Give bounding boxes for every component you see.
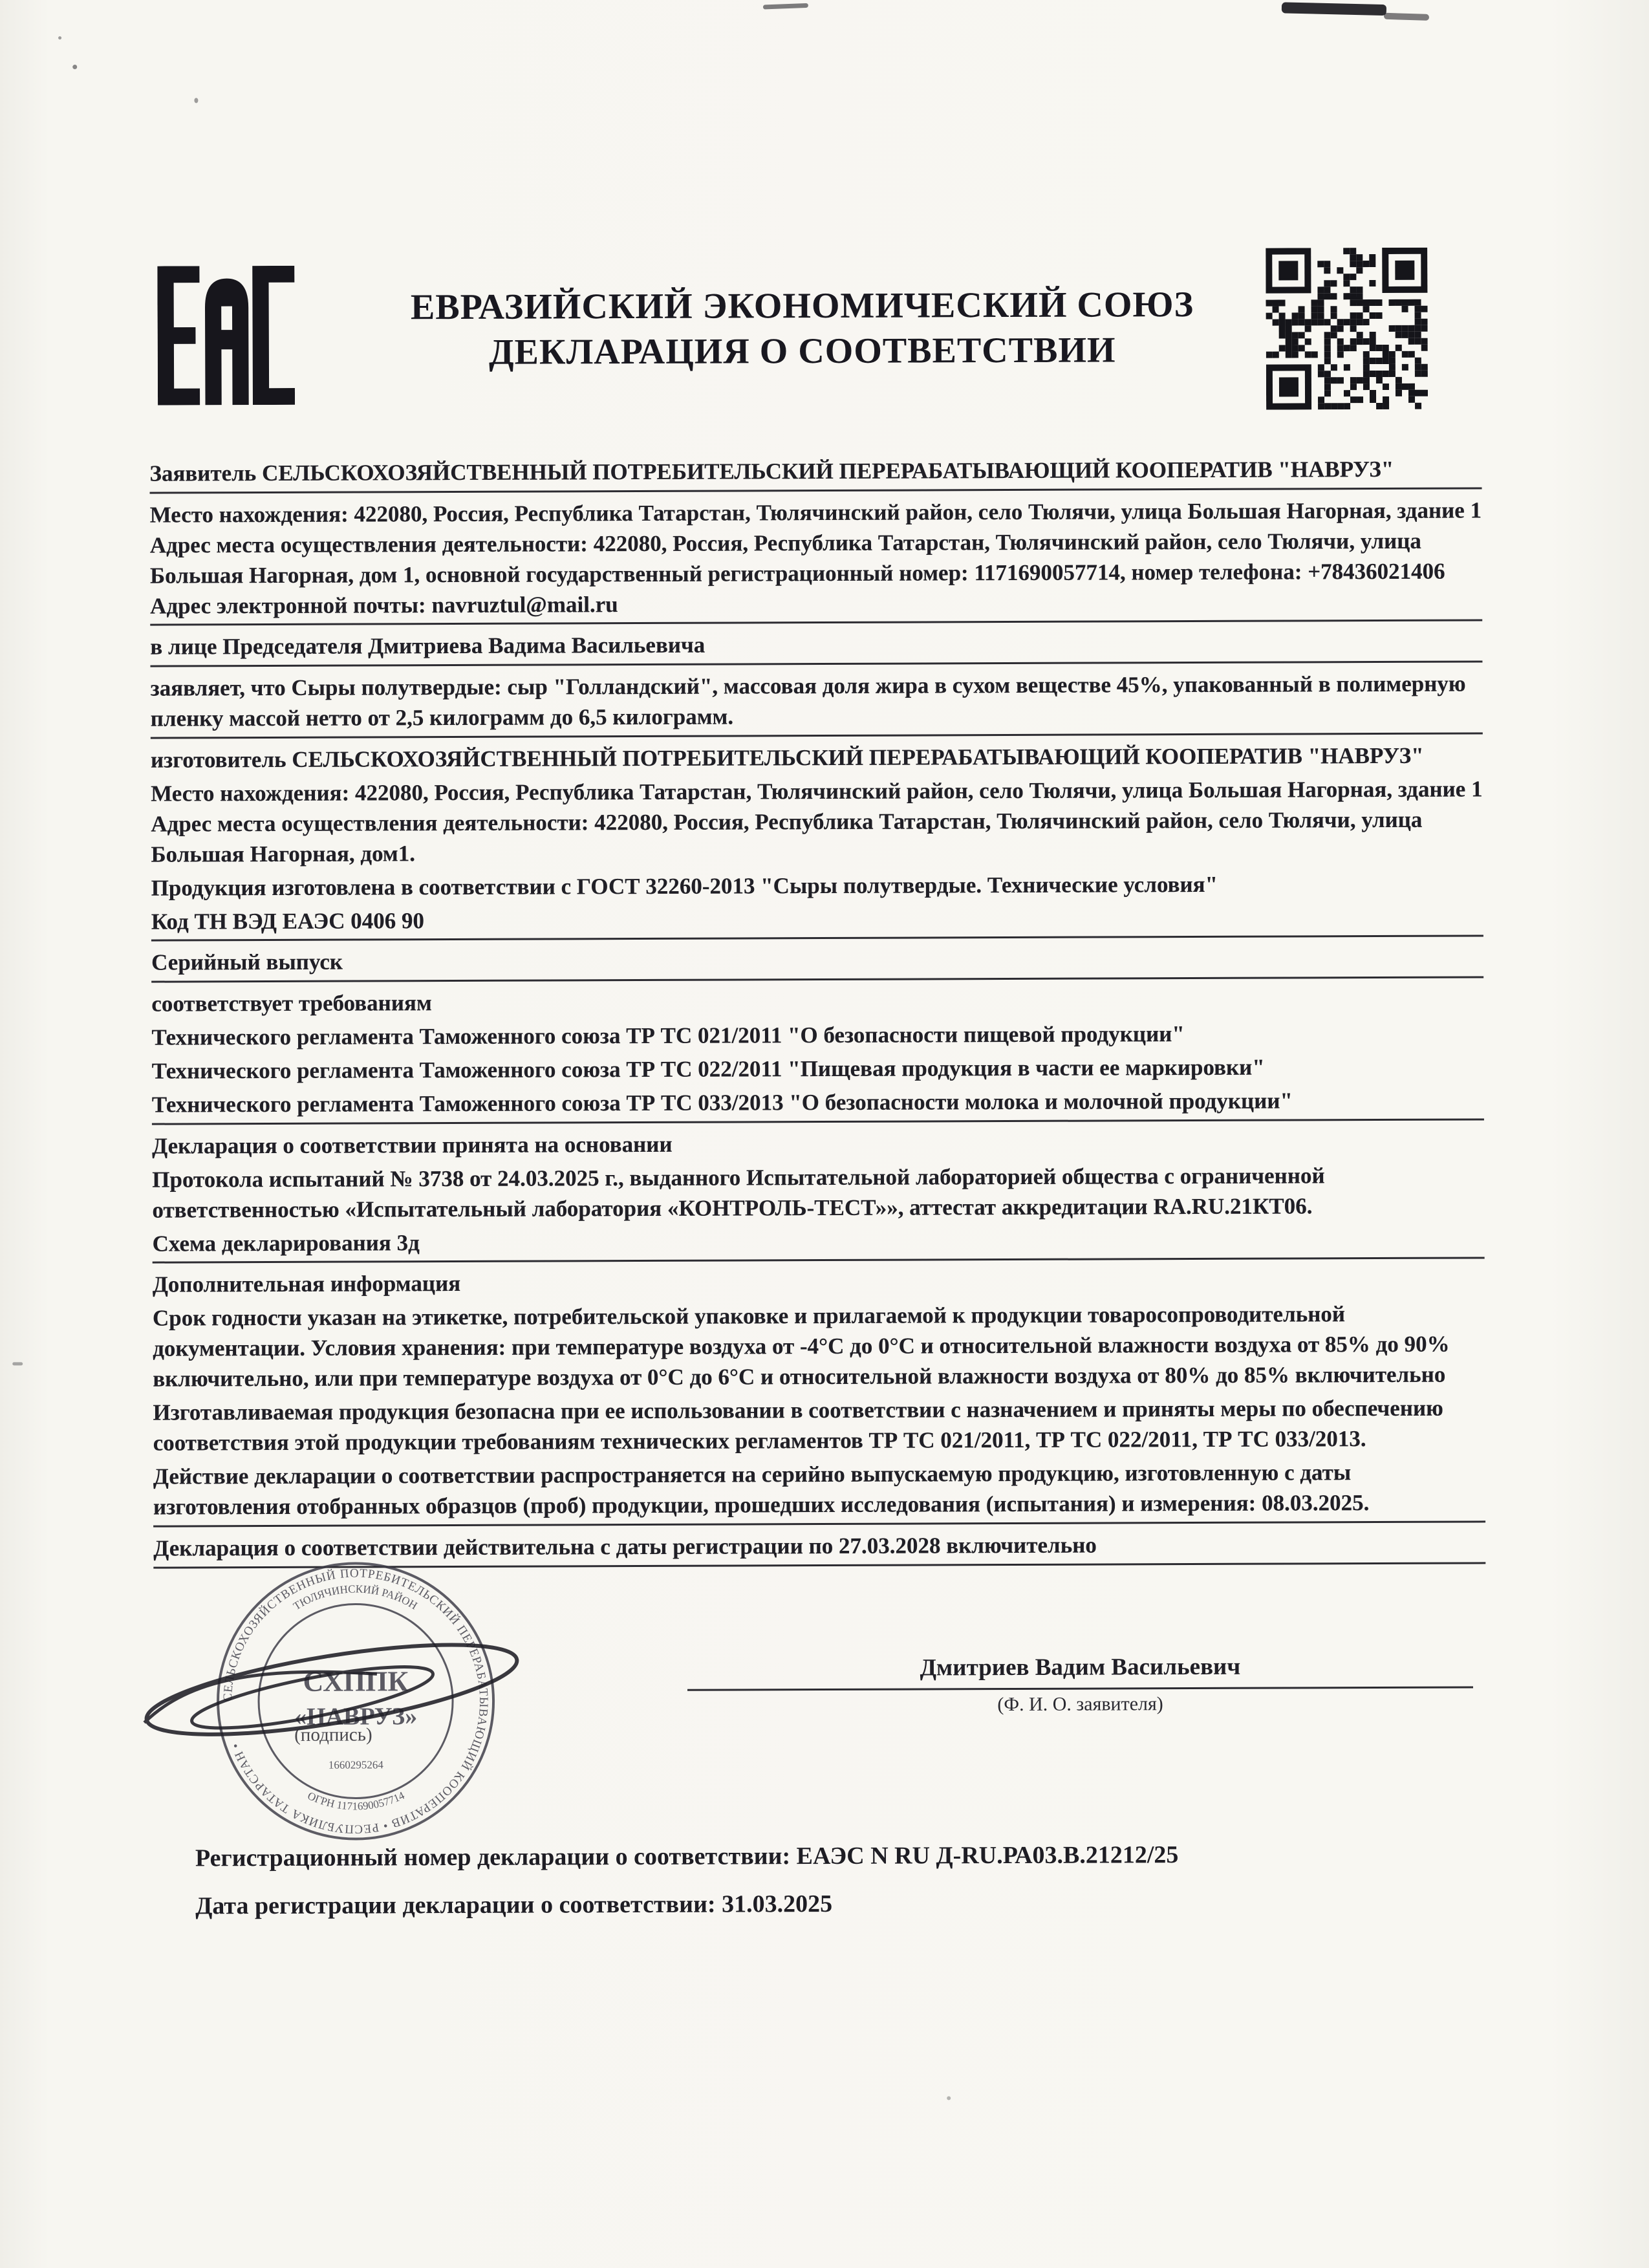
- scan-artifact: [763, 3, 808, 10]
- scan-artifact: [1384, 13, 1429, 21]
- basis-heading: Декларация о соответствии принята на основании: [151, 1131, 673, 1159]
- applicant-label: Заявитель: [149, 460, 257, 486]
- stamp-icon: [98, 1527, 617, 1891]
- qr-code: [1266, 248, 1428, 410]
- scan-artifact: [1282, 2, 1386, 16]
- scheme-line: Схема декларирования 3д: [153, 1224, 1485, 1264]
- scan-artifact: [72, 65, 77, 69]
- applicant-name: СЕЛЬСКОХОЗЯЙСТВЕННЫЙ ПОТРЕБИТЕЛЬСКИЙ ПЕРЕРАБАТЫВАЮЩИЙ КООПЕРАТИВ "НАВРУЗ": [261, 456, 1394, 486]
- declares-text: Сыры полутвердые: сыр "Голландский", массовая доля жира в сухом веществе 45%, упакованный в полимерную пленку массой нетто от 2,5 килограмм до 6,5 килограмм.: [150, 671, 1466, 731]
- manufacturer-address: Место нахождения: 422080, Россия, Республика Татарстан, Тюлячинский район, село Тюлячи, улица Большая Нагорная, здание 1 Адрес места осуществления деятельности: 422080, Россия, Республика Татарстан, Тюлячинский район, село Тюлячи, улица Большая Нагорная, дом1.: [151, 776, 1483, 867]
- product-declaration: [151, 669, 1483, 739]
- svg-text:СЕЛЬСКОХОЗЯЙСТВЕННЫЙ ПОТРЕБИТЕ: [221, 1566, 491, 1837]
- effect-info: Действие декларации о соответствии распространяется на серийно выпускаемую продукцию, изготовленную с даты изготовления отобранных образцов (проб) продукции, прошедших исследования (испытания) и измерения: 08.03.2025.: [153, 1457, 1485, 1527]
- regulation-2: Технического регламента Таможенного союза ТР ТС 022/2011 "Пищевая продукция в части ее маркировки": [151, 1054, 1265, 1084]
- scan-artifact: [58, 36, 61, 39]
- signature-line: [687, 1687, 1473, 1691]
- signature-caption: (подпись): [294, 1724, 372, 1745]
- in-face-text: Председателя Дмитриева Вадима Васильевича: [222, 632, 706, 660]
- declaration-body: [149, 454, 1485, 1575]
- stamp-center-line2: «НАВРУЗ»: [294, 1703, 418, 1731]
- compliance-heading: соответствует требованиям: [151, 990, 432, 1017]
- stamp-ring-outer-text: СЕЛЬСКОХОЗЯЙСТВЕННЫЙ ПОТРЕБИТЕЛЬСКИЙ ПЕРЕРАБАТЫВАЮЩИЙ КООПЕРАТИВ • РЕСПУБЛИКА ТАТАРСТАН •: [221, 1566, 491, 1836]
- manufacturer-name: СЕЛЬСКОХОЗЯЙСТВЕННЫЙ ПОТРЕБИТЕЛЬСКИЙ ПЕРЕРАБАТЫВАЮЩИЙ КООПЕРАТИВ "НАВРУЗ": [292, 742, 1424, 772]
- in-face-label: в лице: [150, 634, 217, 660]
- stamp-and-signature: [98, 1527, 617, 1891]
- test-protocol: Протокола испытаний № 3738 от 24.03.2025 г., выданного Испытательной лабораторией общества с ограниченной ответственностью «Испытательный лаборатория «КОНТРОЛЬ-ТЕСТ»», аттестат аккредитации RA.RU.21КТ06.: [152, 1163, 1325, 1223]
- signatory-block: [687, 1652, 1473, 1717]
- validity-line: Декларация о соответствии действительна с даты регистрации по 27.03.2028 включительно: [153, 1529, 1485, 1568]
- stamp-number: 1660295264: [328, 1758, 383, 1771]
- title-line-1: ЕВРАЗИЙСКИЙ ЭКОНОМИЧЕСКИЙ СОЮЗ: [410, 284, 1194, 328]
- safety-info: Изготавливаемая продукция безопасна при ее использовании в соответствии с назначением и приняты меры по обеспечению соответствия этой продукции требованиям технических регламентов ТР ТС 021/2011, ТР ТС 022/2011, ТР ТС 033/2013.: [153, 1395, 1443, 1456]
- registration-number-line: Регистрационный номер декларации о соответствии: ЕАЭС N RU Д-RU.РА03.В.21212/25: [195, 1841, 1179, 1872]
- applicant-address: Место нахождения: 422080, Россия, Республика Татарстан, Тюлячинский район, село Тюлячи, улица Большая Нагорная, здание 1 Адрес места осуществления деятельности: 422080, Россия, Республика Татарстан, Тюлячинский район, село Тюлячи, улица Большая Нагорная, дом 1, основной государственный регистрационный номер: 1171690057714, номер телефона: +78436021406 Адрес электронной почты: navruztul@mail.ru: [150, 495, 1483, 626]
- gost-line: Продукция изготовлена в соответствии с ГОСТ 32260-2013 "Сыры полутвердые. Технические условия": [151, 871, 1218, 901]
- qr-code-icon: [1266, 248, 1428, 410]
- manufacturer-label: изготовитель: [150, 747, 286, 773]
- signatory-name: Дмитриев Вадим Васильевич: [920, 1653, 1241, 1681]
- stamp-ring-inner-top-text: ТЮЛЯЧИНСКИЙ РАЙОН: [291, 1582, 420, 1613]
- manufacturer-line: [151, 741, 1483, 776]
- stamp-ring-inner-bottom-text: ОГРН 1171690057714: [305, 1789, 407, 1813]
- regulation-3: Технического регламента Таможенного союза ТР ТС 033/2013 "О безопасности молока и молочной продукции": [152, 1085, 1484, 1125]
- registration-date-line: Дата регистрации декларации о соответствии: 31.03.2025: [195, 1890, 833, 1920]
- scan-artifact: [947, 2096, 951, 2100]
- signatory-name-caption: (Ф. И. О. заявителя): [997, 1693, 1163, 1716]
- hs-code-line: Код ТН ВЭД ЕАЭС 0406 90: [151, 902, 1483, 942]
- regulation-1: Технического регламента Таможенного союза ТР ТС 021/2011 "О безопасности пищевой продукции": [151, 1021, 1185, 1050]
- serial-line: Серийный выпуск: [151, 944, 1483, 983]
- scan-artifact: [12, 1362, 23, 1365]
- scan-artifact: [194, 98, 198, 103]
- additional-heading: Дополнительная информация: [152, 1271, 461, 1298]
- stamp-center-line1: СХППК: [303, 1665, 409, 1698]
- applicant-line: [149, 454, 1482, 493]
- shelf-life-info: Срок годности указан на этикетке, потребительской упаковке и прилагаемой к продукции товаросопроводительной документации. Условия хранения: при температуре воздуха от -4°С до 0°С и относительной влажности воздуха от 85% до 90% включительно, или при температуре воздуха от 0°С до 6°С и относительной влажности воздуха от 80% до 85% включительно: [152, 1301, 1450, 1392]
- declares-label: заявляет, что: [150, 675, 286, 701]
- title-line-2: ДЕКЛАРАЦИЯ О СООТВЕТСТВИИ: [488, 330, 1116, 373]
- applicant-representative: [150, 628, 1482, 667]
